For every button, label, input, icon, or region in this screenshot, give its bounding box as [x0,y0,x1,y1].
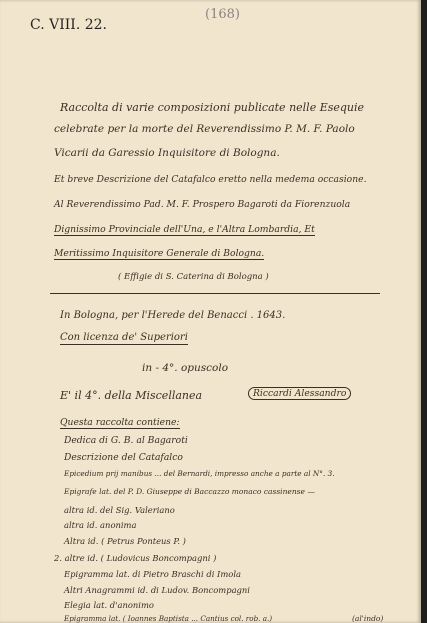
miscellany-note: E' il 4°. della Miscellanea [60,389,203,402]
contents-item: altra id. del Sig. Valeriano [64,505,175,515]
contents-item: 2. altre id. ( Ludovicus Boncompagni ) [54,553,217,563]
effigy-note: ( Effigie di S. Caterina di Bologna ) [118,272,269,282]
title-line-6: Dignissimo Provinciale dell'Una, e l'Altra Lombardia, Et [54,224,315,235]
title-line-4: Et breve Descrizione del Catafalco eretto nella medema occasione. [54,174,367,185]
contents-item: Altri Anagrammi id. di Ludov. Boncompagni [64,585,250,595]
contents-item: Altra id. ( Petrus Ponteus P. ) [64,536,186,546]
shelfmark: C. VIII. 22. [30,17,107,33]
miscellany-name-circled: Riccardi Alessandro [248,387,351,400]
contents-item: Descrizione del Catafalco [64,452,183,463]
contents-item: altra id. anonima [64,520,137,530]
format: in - 4°. opuscolo [142,362,229,374]
title-line-5: Al Reverendissimo Pad. M. F. Prospero Bagaroti da Fiorenzuola [54,199,351,210]
license: Con licenza de' Superiori [60,332,188,343]
imprint: In Bologna, per l'Herede del Benacci . 1643. [60,310,286,321]
contents-heading: Questa raccolta contiene: [60,417,180,428]
title-line-7: Meritissimo Inquisitore Generale di Bologna. [54,248,265,259]
contents-item: Epigrafe lat. del P. D. Giuseppe di Baccazzo monaco cassinense — [64,487,315,496]
contents-item: Epigramma lat. di Pietro Braschi di Imola [64,569,241,579]
title-line-2: celebrate per la morte del Reverendissimo P. M. F. Paolo [54,123,355,135]
pencil-folio-number: (168) [205,7,240,22]
contents-item: Epicedium prij manibus ... del Bernardi, impresso anche a parte al N°. 3. [64,469,335,478]
separator-rule [50,293,380,294]
contents-item: Epigramma lat. ( Ioannes Baptista ... Cantius col. rob. a.) [64,614,273,623]
margin-note: (al'indo) [352,614,384,623]
title-line-1: Raccolta di varie composizioni publicate nelle Esequie [60,101,365,114]
title-line-3: Vicarii da Garessio Inquisitore di Bologna. [54,147,280,159]
contents-item: Elegia lat. d'anonimo [64,600,154,610]
contents-item: Dedica di G. B. al Bagaroti [64,435,188,446]
